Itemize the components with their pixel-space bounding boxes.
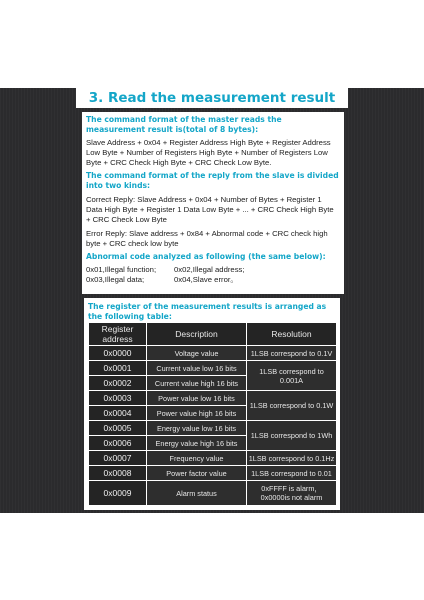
register-description: Power value high 16 bits <box>147 406 247 421</box>
register-address: 0x0003 <box>89 391 147 406</box>
header-description: Description <box>147 323 247 346</box>
register-resolution: 1LSB correspond to 0.01 <box>247 466 337 481</box>
table-heading: The register of the measurement results is arranged as the following table: <box>88 302 327 321</box>
register-table-box <box>84 298 340 510</box>
command-format-box <box>82 112 344 294</box>
register-description: Power factor value <box>147 466 247 481</box>
header-address: Register address <box>89 323 147 346</box>
register-description: Energy value high 16 bits <box>147 436 247 451</box>
register-description: Power value low 16 bits <box>147 391 247 406</box>
register-address: 0x0008 <box>89 466 147 481</box>
table-header-row <box>89 323 337 346</box>
command-heading: The command format of the master reads the measurement result is(total of 8 bytes): <box>86 115 282 134</box>
register-resolution: 1LSB correspond to 0.1Hz <box>247 451 337 466</box>
error-reply-text: Error Reply: Slave address + 0x84 + Abnormal code + CRC check high byte + CRC check low byte <box>86 229 328 248</box>
abnormal-code: 0x03,Illegal data; <box>86 275 145 284</box>
register-description: Frequency value <box>147 451 247 466</box>
register-address: 0x0001 <box>89 361 147 376</box>
register-description: Voltage value <box>147 346 247 361</box>
abnormal-code: 0x02,Illegal address; <box>174 265 245 274</box>
register-address: 0x0005 <box>89 421 147 436</box>
register-address: 0x0002 <box>89 376 147 391</box>
register-address: 0x0007 <box>89 451 147 466</box>
register-resolution: 1LSB correspond to 1Wh <box>247 421 337 451</box>
page-title: 3. Read the measurement result <box>76 88 348 108</box>
abnormal-code: 0x04,Slave error。 <box>174 275 239 284</box>
register-address: 0x0006 <box>89 436 147 451</box>
abnormal-code: 0x01,Illegal function; <box>86 265 157 274</box>
register-resolution: 0xFFFF is alarm， 0x0000is not alarm <box>247 481 337 506</box>
command-text: Slave Address + 0x04 + Register Address High Byte + Register Address Low Byte + Number of Registers High Byte + Number of Registers Low Byte + CRC Check High Byte + CRC Check Low Byte. <box>86 138 331 167</box>
register-description: Alarm status <box>147 481 247 506</box>
abnormal-code-list <box>86 265 340 285</box>
register-address: 0x0004 <box>89 406 147 421</box>
register-resolution: 1LSB correspond to 0.1V <box>247 346 337 361</box>
header-resolution: Resolution <box>247 323 337 346</box>
register-description: Current value high 16 bits <box>147 376 247 391</box>
table-row <box>89 466 337 481</box>
register-address: 0x0009 <box>89 481 147 506</box>
register-resolution: 1LSB correspond to 0.1W <box>247 391 337 421</box>
reply-heading: The command format of the reply from the slave is divided into two kinds: <box>86 171 339 190</box>
table-row <box>89 451 337 466</box>
register-resolution: 1LSB correspond to 0.001A <box>247 361 337 391</box>
table-row <box>89 421 337 436</box>
table-row <box>89 481 337 506</box>
register-table <box>88 322 337 506</box>
register-address: 0x0000 <box>89 346 147 361</box>
table-row <box>89 361 337 376</box>
register-description: Energy value low 16 bits <box>147 421 247 436</box>
table-row <box>89 391 337 406</box>
register-description: Current value low 16 bits <box>147 361 247 376</box>
table-row <box>89 346 337 361</box>
correct-reply-text: Correct Reply: Slave Address + 0x04 + Number of Bytes + Register 1 Data High Byte + Register 1 Data Low Byte + ... + CRC Check High Byte + CRC Check Low Byte <box>86 195 334 224</box>
abnormal-heading: Abnormal code analyzed as following (the same below): <box>86 252 326 261</box>
